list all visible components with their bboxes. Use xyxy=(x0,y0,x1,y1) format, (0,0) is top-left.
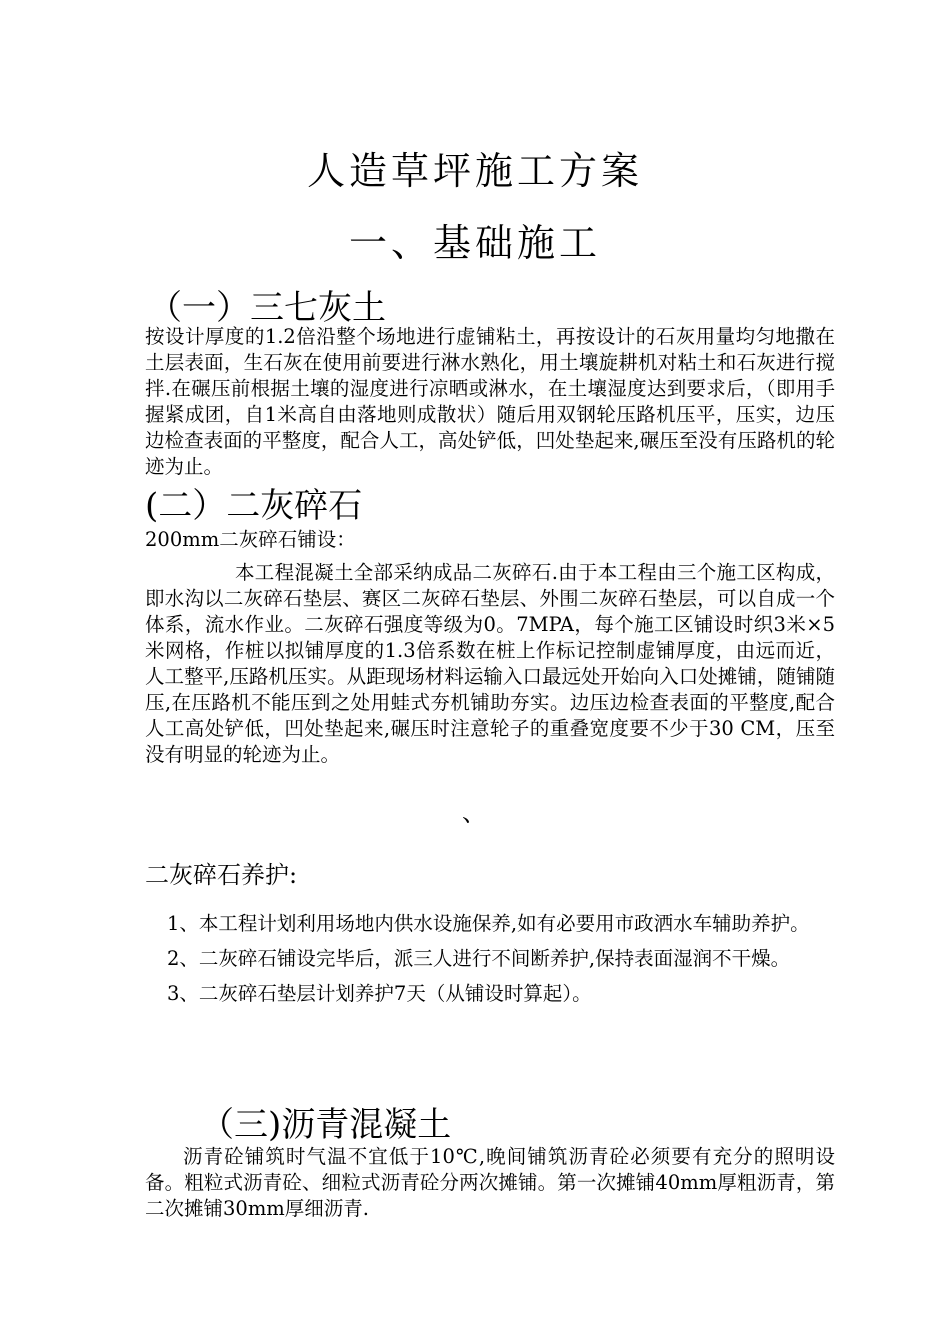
subsection-heading-asphalt: （三)沥青混凝土 xyxy=(200,1105,452,1145)
subsection-heading-lime-soil: （一）三七灰土 xyxy=(148,288,386,328)
gravel-care-list xyxy=(167,906,827,1011)
list-item: 2、二灰碎石铺设完毕后，派三人进行不间断养护,保持表面湿润不干燥。 xyxy=(167,947,791,970)
list-item: 3、二灰碎石垫层计划养护7天（从铺设时算起）。 xyxy=(167,982,592,1005)
gravel-care-heading: 二灰碎石养护: xyxy=(145,861,298,889)
gravel-intro: 200mm二灰碎石铺设： xyxy=(145,528,356,551)
paragraph-gravel: 本工程混凝土全部采纳成品二灰碎石.由于本工程由三个施工区构成，即水沟以二灰碎石垫层、赛区二灰碎石垫层、外围二灰碎石垫层，可以自成一个体系，流水作业。二灰碎石强度等级为0。7MPA，每个施工区铺设时织3米×5米网格，作桩以拟铺厚度的1.3倍系数在桩上作标记控制虚铺厚度，由远而近，人工整平,压路机压实。从距现场材料运输入口最远处开始向入口处摊铺，随铺随压,在压路机不能压到之处用蛙式夯机铺助夯实。边压边检查表面的平整度,配合人工高处铲低，凹处垫起来,碾压时注意轮子的重叠宽度要不少于30 CM，压至没有明显的轮迹为止。 xyxy=(145,561,835,766)
list-item: 1、本工程计划利用场地内供水设施保养,如有必要用市政洒水车辅助养护。 xyxy=(167,912,810,935)
paragraph-asphalt: 沥青砼铺筑时气温不宜低于10℃,晚间铺筑沥青砼必须要有充分的照明设备。粗粒式沥青砼、细粒式沥青砼分两次摊铺。第一次摊铺40mm厚粗沥青，第二次摊铺30mm厚细沥青. xyxy=(145,1145,835,1220)
stray-mark: 、 xyxy=(462,799,486,827)
document-title: 人造草坪施工方案 xyxy=(306,149,643,193)
subsection-heading-gravel: (二）二灰碎石 xyxy=(145,486,363,526)
section-heading-foundation: 一、基础施工 xyxy=(348,221,601,265)
paragraph-lime-soil: 按设计厚度的1.2倍沿整个场地进行虚铺粘土，再按设计的石灰用量均匀地撒在土层表面，生石灰在使用前要进行淋水熟化，用土壤旋耕机对粘土和石灰进行搅拌.在碾压前根据土壤的湿度进行凉晒或淋水，在土壤湿度达到要求后，（即用手握紧成团，自1米高自由落地则成散状）随后用双钢轮压路机压平，压实，边压边检查表面的平整度，配合人工，高处铲低，凹处垫起来,碾压至没有压路机的轮迹为止。 xyxy=(145,325,835,478)
